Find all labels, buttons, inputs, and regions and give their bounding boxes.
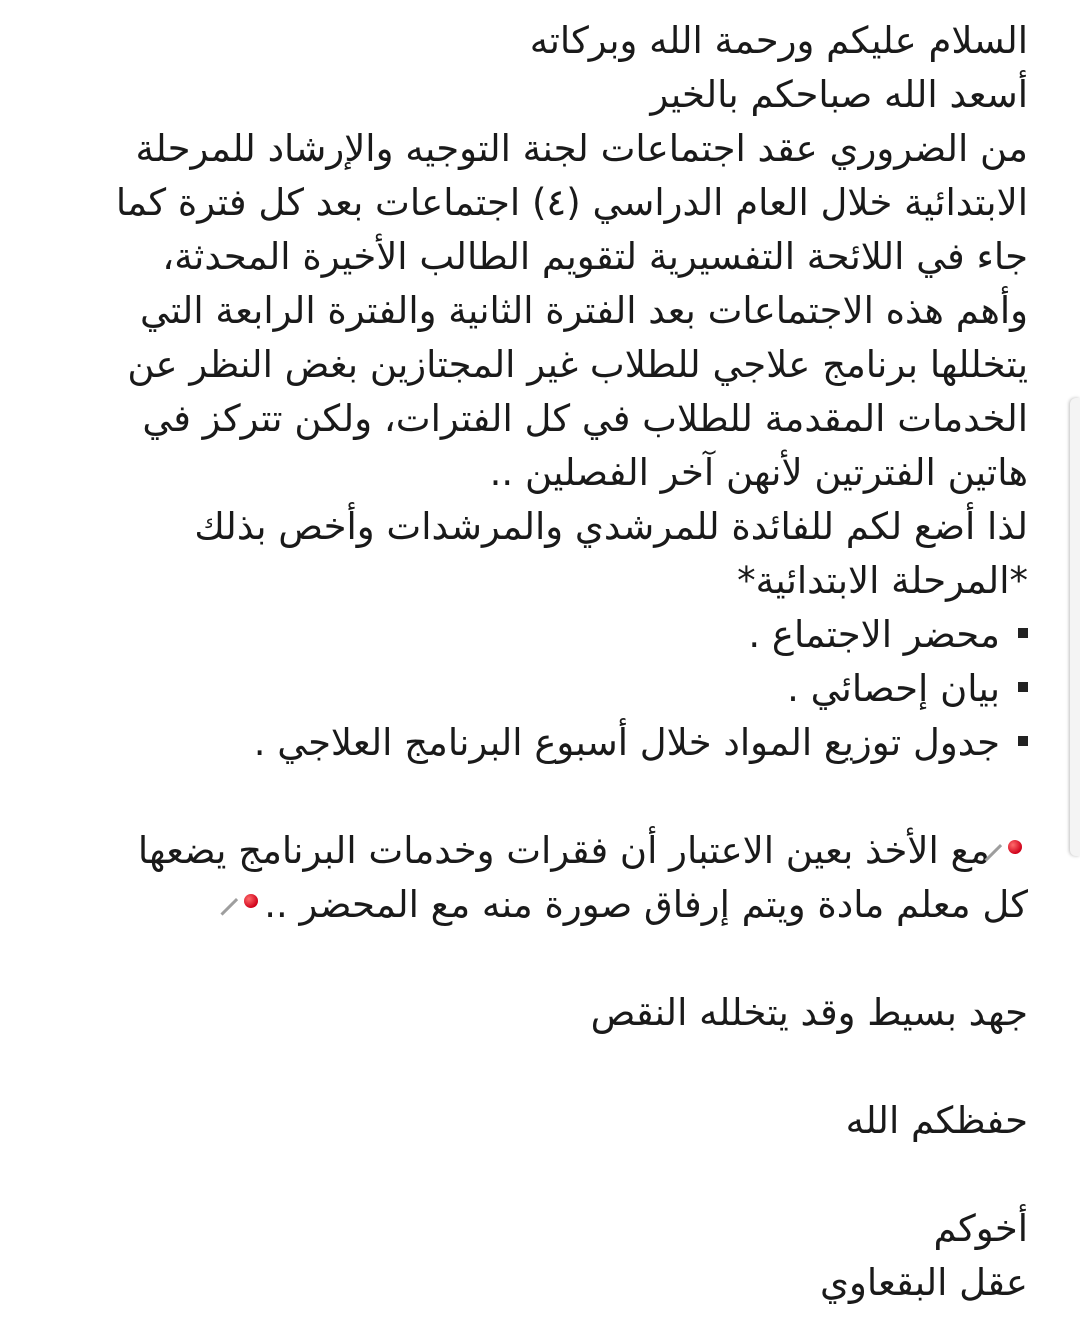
spacer [38, 770, 1028, 824]
effort-line: جهد بسيط وقد يتخلله النقص [590, 991, 1028, 1034]
round-pushpin-icon [230, 892, 260, 922]
body-line: يتخللها برنامج علاجي للطلاب غير المجتازين بغض النظر عن [127, 343, 1028, 386]
list-item [38, 716, 1028, 770]
message-body [38, 14, 1028, 1310]
note-line-text: مع الأخذ بعين الاعتبار أن فقرات وخدمات البرنامج يضعها [137, 829, 990, 872]
body-line: جاء في اللائحة التفسيرية لتقويم الطالب الأخيرة المحدثة، [162, 235, 1028, 278]
body-line: من الضروري عقد اجتماعات لجنة التوجيه والإرشاد للمرحلة [135, 127, 1028, 170]
body-line: وأهم هذه الاجتماعات بعد الفترة الثانية والفترة الرابعة التي [140, 289, 1028, 332]
scroll-handle[interactable] [1070, 398, 1080, 856]
square-bullet-icon [1018, 736, 1028, 746]
list-item-text: جدول توزيع المواد خلال أسبوع البرنامج العلاجي . [253, 721, 1000, 764]
body-line: هاتين الفترتين لأنهن آخر الفصلين .. [489, 451, 1028, 494]
note-line-text: كل معلم مادة ويتم إرفاق صورة منه مع المحضر .. [264, 883, 1028, 926]
note-line [38, 878, 1028, 932]
intro-line: لذا أضع لكم للفائدة للمرشدي والمرشدات وأخص بذلك [194, 505, 1028, 548]
round-pushpin-icon [994, 838, 1024, 868]
body-line: الابتدائية خلال العام الدراسي (٤) اجتماعات بعد كل فترة كما [115, 181, 1028, 224]
spacer [38, 932, 1028, 986]
spacer [38, 1040, 1028, 1094]
list-item [38, 662, 1028, 716]
blessing-line: حفظكم الله [845, 1099, 1028, 1142]
note-line [38, 824, 1028, 878]
body-line: الخدمات المقدمة للطلاب في كل الفترات، ولكن تتركز في [142, 397, 1028, 440]
sender-name: عقل البقعاوي [820, 1261, 1028, 1304]
square-bullet-icon [1018, 682, 1028, 692]
list-item [38, 608, 1028, 662]
morning-greeting-line: أسعد الله صباحكم بالخير [650, 73, 1028, 116]
stage-heading: *المرحلة الابتدائية* [737, 559, 1028, 602]
greeting-line: السلام عليكم ورحمة الله وبركاته [529, 19, 1028, 62]
signoff-line: أخوكم [933, 1207, 1028, 1250]
spacer [38, 1148, 1028, 1202]
list-item-text: محضر الاجتماع . [748, 613, 1000, 656]
square-bullet-icon [1018, 628, 1028, 638]
list-item-text: بيان إحصائي . [787, 667, 1000, 710]
